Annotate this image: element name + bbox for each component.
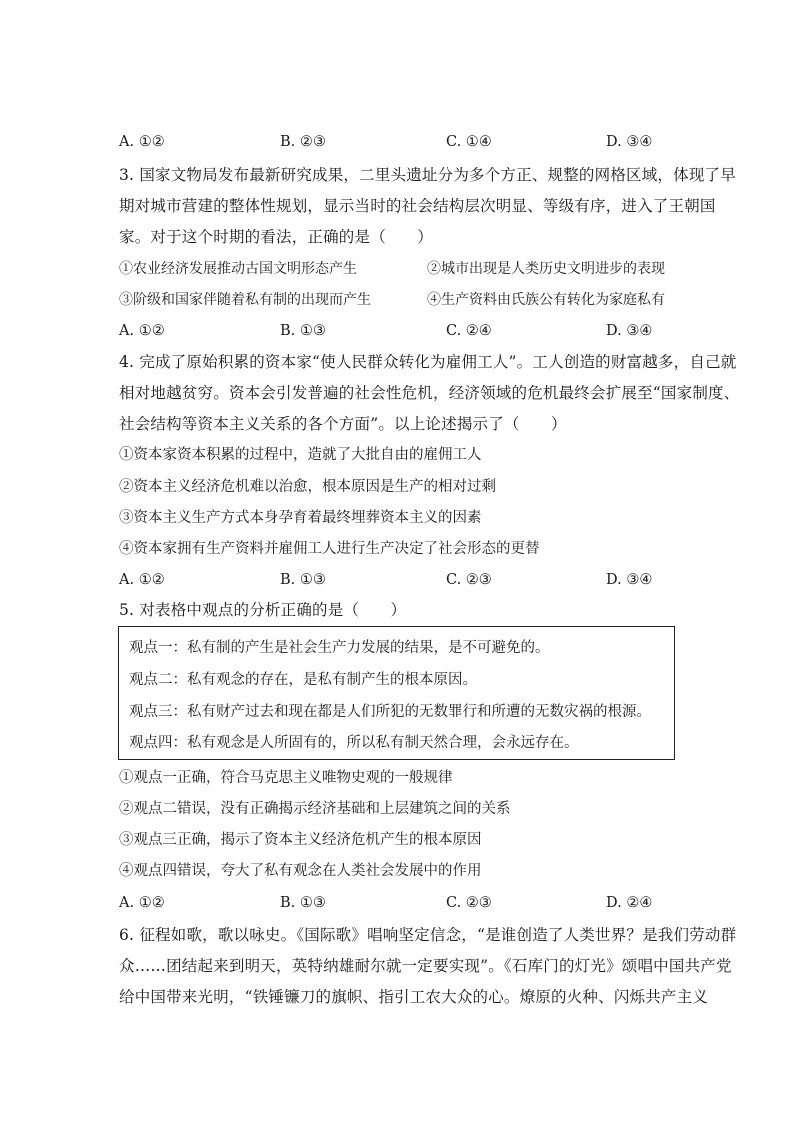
q6-stem-line-2: 众……团结起来到明天，英特纳雄耐尔就一定要实现”。《石库门的灯光》颂唱中国共产党 bbox=[119, 957, 732, 975]
q4-option-b[interactable]: B. ①③ bbox=[280, 572, 326, 588]
q4-option-a[interactable]: A. ①② bbox=[119, 572, 165, 588]
q3-option-a[interactable]: A. ①② bbox=[119, 323, 165, 339]
q5-statement-2: ②观点二错误，没有正确揭示经济基础和上层建筑之间的关系 bbox=[119, 801, 511, 817]
q3-statement-3: ③阶级和国家伴随着私有制的出现而产生 bbox=[119, 292, 371, 308]
q3-statements-row-2 bbox=[119, 290, 679, 310]
q5-option-b[interactable]: B. ①③ bbox=[280, 895, 326, 911]
q3-statements-row-1 bbox=[119, 259, 679, 279]
q5-options bbox=[119, 893, 679, 913]
q3-stem-line-2: 期对城市营建的整体性规划，显示当时的社会结构层次明显、等级有序，进入了王朝国 bbox=[119, 197, 716, 215]
q3-statement-4: ④生产资料由氏族公有转化为家庭私有 bbox=[427, 292, 665, 308]
q4-stem-line-3: 社会结构等资本主义关系的各个方面”。以上论述揭示了（ ） bbox=[119, 415, 567, 433]
q4-stem-line-1: 4. 完成了原始积累的资本家“使人民群众转化为雇佣工人”。工人创造的财富越多，自己就 bbox=[119, 353, 737, 371]
q2-options bbox=[119, 132, 679, 152]
q5-statement-1: ①观点一正确，符合马克思主义唯物史观的一般规律 bbox=[119, 770, 453, 786]
q6-stem-line-3: 给中国带来光明，“铁锤镰刀的旗帜、指引工农大众的心。燎原的火种、闪烁共产主义 bbox=[119, 988, 709, 1006]
q3-stem-line-3: 家。对于这个时期的看法，正确的是（ ） bbox=[119, 228, 434, 246]
q4-stem-line-2: 相对地越贫穷。资本会引发普遍的社会性危机，经济领域的危机最终会扩展至“国家制度、 bbox=[119, 384, 740, 402]
q4-statement-4: ④资本家拥有生产资料并雇佣工人进行生产决定了社会形态的更替 bbox=[119, 541, 540, 557]
q4-option-d[interactable]: D. ③④ bbox=[606, 572, 653, 588]
q3-statement-1: ①农业经济发展推动古国文明形态产生 bbox=[119, 261, 357, 277]
q3-options bbox=[119, 321, 679, 341]
q5-option-d[interactable]: D. ②④ bbox=[606, 895, 653, 911]
q5-viewpoint-2: 观点二：私有观念的存在，是私有制产生的根本原因。 bbox=[129, 672, 477, 688]
q3-option-c[interactable]: C. ②④ bbox=[446, 323, 492, 339]
q2-option-d[interactable]: D. ③④ bbox=[606, 134, 653, 150]
q2-option-a[interactable]: A. ①② bbox=[119, 134, 165, 150]
q4-options bbox=[119, 570, 679, 590]
q4-statement-1: ①资本家资本积累的过程中，造就了大批自由的雇佣工人 bbox=[119, 447, 482, 463]
q3-statement-2: ②城市出现是人类历史文明进步的表现 bbox=[427, 261, 665, 277]
q5-option-c[interactable]: C. ②③ bbox=[446, 895, 492, 911]
q4-option-c[interactable]: C. ②③ bbox=[446, 572, 492, 588]
q2-option-b[interactable]: B. ②③ bbox=[280, 134, 326, 150]
q5-statement-4: ④观点四错误，夸大了私有观念在人类社会发展中的作用 bbox=[119, 863, 482, 879]
q5-viewpoint-table bbox=[118, 626, 675, 760]
q5-viewpoint-4: 观点四：私有观念是人所固有的，所以私有制天然合理，会永远存在。 bbox=[129, 735, 579, 751]
q5-statement-3: ③观点三正确，揭示了资本主义经济危机产生的根本原因 bbox=[119, 832, 482, 848]
q2-option-c[interactable]: C. ①④ bbox=[446, 134, 492, 150]
q5-stem: 5. 对表格中观点的分析正确的是（ ） bbox=[119, 601, 407, 619]
q6-stem-line-1: 6. 征程如歌，歌以咏史。《国际歌》唱响坚定信念，“是谁创造了人类世界？是我们劳动群 bbox=[119, 926, 737, 944]
q5-viewpoint-1: 观点一：私有制的产生是社会生产力发展的结果，是不可避免的。 bbox=[129, 640, 550, 656]
q3-option-d[interactable]: D. ③④ bbox=[606, 323, 653, 339]
q4-statement-2: ②资本主义经济危机难以治愈，根本原因是生产的相对过剩 bbox=[119, 479, 496, 495]
q5-option-a[interactable]: A. ①② bbox=[119, 895, 165, 911]
q3-option-b[interactable]: B. ①③ bbox=[280, 323, 326, 339]
q5-viewpoint-3: 观点三：私有财产过去和现在都是人们所犯的无数罪行和所遭的无数灾祸的根源。 bbox=[129, 704, 651, 720]
q3-stem-line-1: 3. 国家文物局发布最新研究成果，二里头遗址分为多个方正、规整的网格区域，体现了早 bbox=[119, 166, 736, 184]
q4-statement-3: ③资本主义生产方式本身孕育着最终埋葬资本主义的因素 bbox=[119, 510, 482, 526]
